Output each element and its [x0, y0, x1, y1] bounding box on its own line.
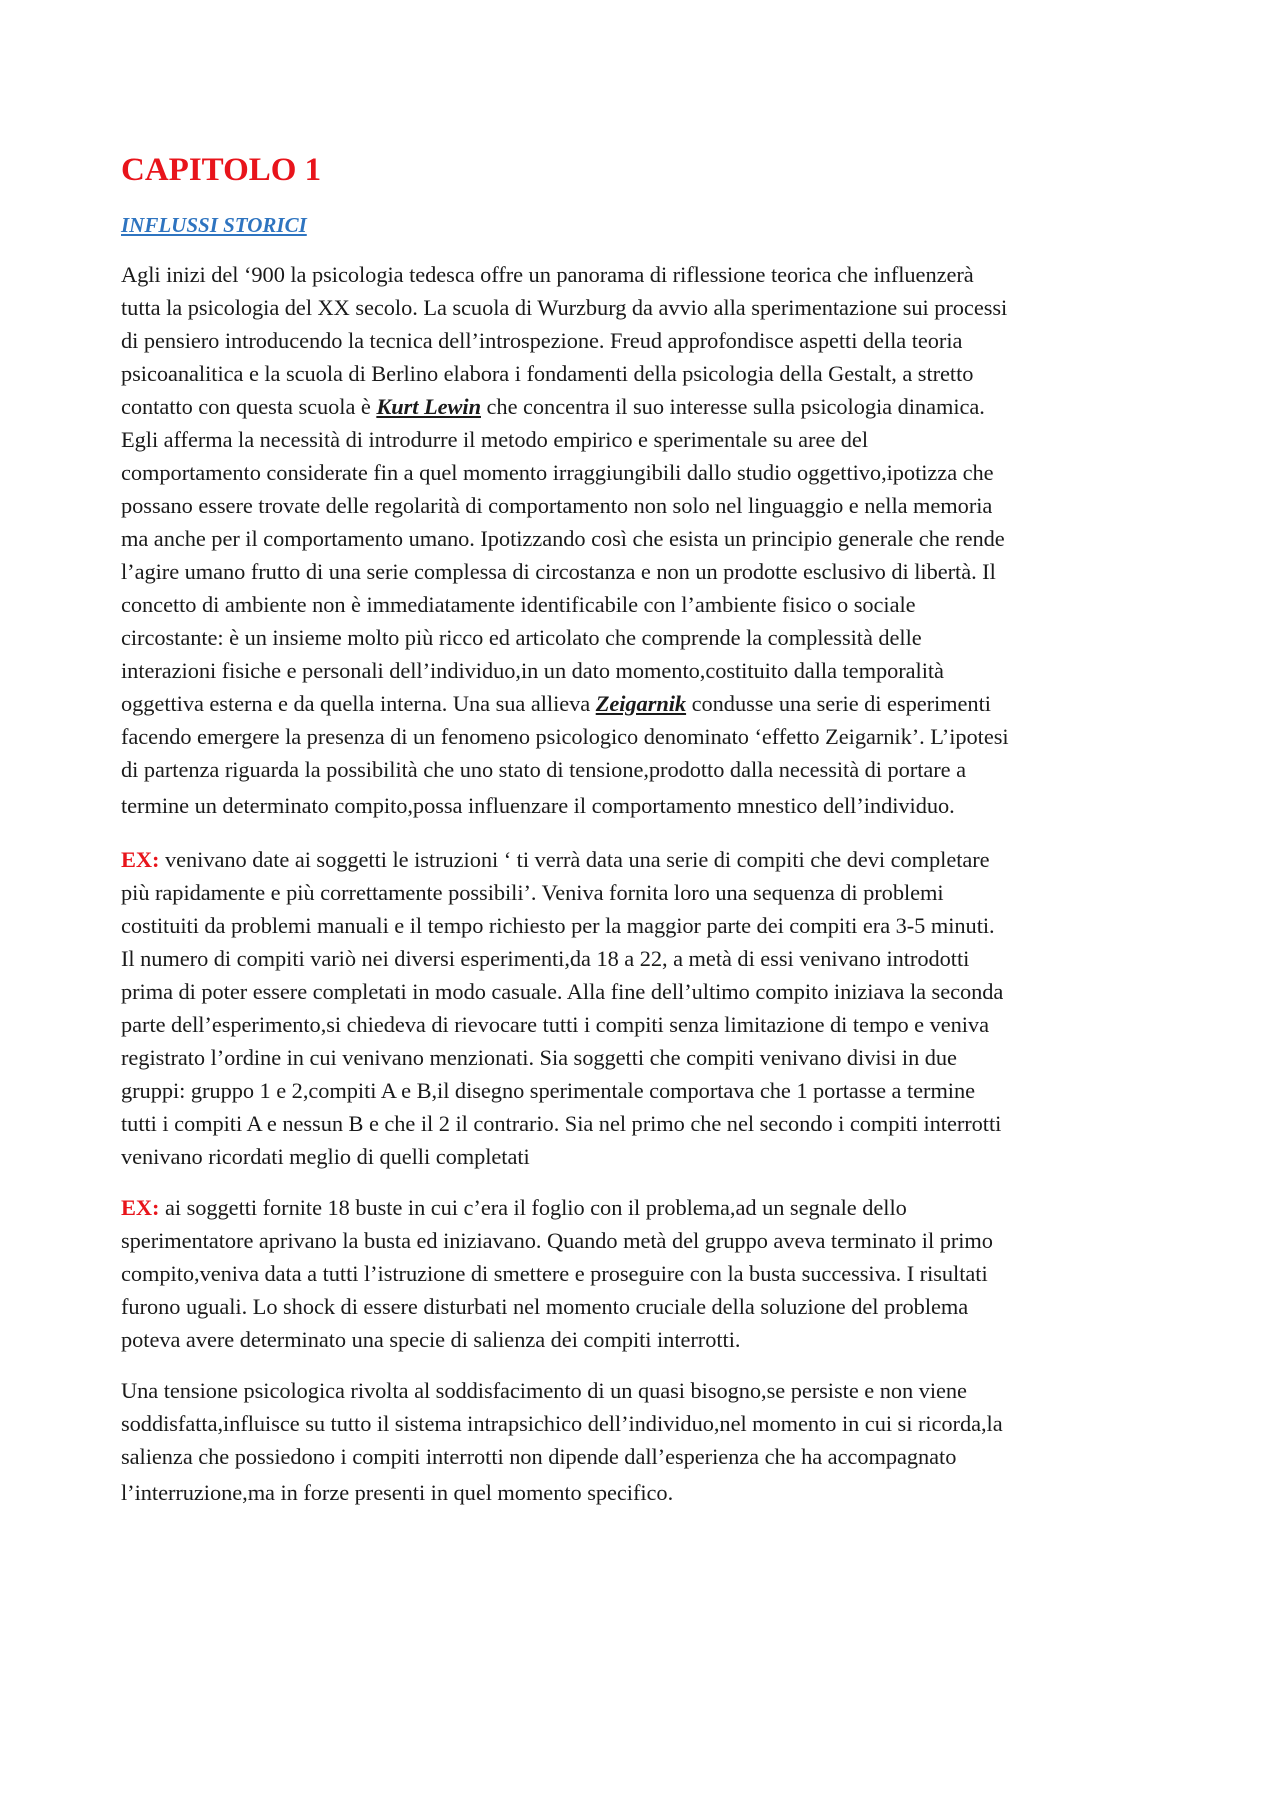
ex-label: EX: — [121, 847, 160, 872]
text-line: interazioni fisiche e personali dell’individuo,in un dato momento,costituito dalla temporalità — [121, 658, 944, 683]
paragraph-conclusion — [121, 1374, 1166, 1512]
text-line: compito,veniva data a tutti l’istruzione di smettere e proseguire con la busta successiva. I risultati — [121, 1261, 988, 1286]
text-line: circostante: è un insieme molto più ricco ed articolato che comprende la complessità delle — [121, 625, 922, 650]
text-line — [121, 390, 1166, 423]
text-line: ma anche per il comportamento umano. Ipotizzando così che esista un principio generale che rende — [121, 526, 1005, 551]
text-line: termine un determinato compito,possa influenzare il comportamento mnestico dell’individuo. — [121, 793, 955, 818]
text-line: Il numero di compiti variò nei diversi esperimenti,da 18 a 22, a metà di essi venivano introdotti — [121, 946, 970, 971]
text-line: possano essere trovate delle regolarità di comportamento non solo nel linguaggio e nella memoria — [121, 493, 993, 518]
text-line: più rapidamente e più correttamente possibili’. Veniva fornita loro una sequenza di problemi — [121, 880, 944, 905]
text-line: tutta la psicologia del XX secolo. La scuola di Wurzburg da avvio alla sperimentazione sui processi — [121, 295, 1008, 320]
name-zeigarnik: Zeigarnik — [595, 691, 687, 716]
text-line: tutti i compiti A e nessun B e che il 2 il contrario. Sia nel primo che nel secondo i compiti interrotti — [121, 1111, 1002, 1136]
text-line: Egli afferma la necessità di introdurre il metodo empirico e sperimentale su aree del — [121, 427, 868, 452]
paragraph-intro — [121, 258, 1166, 825]
text-line: registrato l’ordine in cui venivano menzionati. Sia soggetti che compiti venivano divisi in due — [121, 1045, 957, 1070]
text-line: comportamento considerate fin a quel momento irraggiungibili dallo studio oggettivo,ipotizza che — [121, 460, 994, 485]
text-run: contatto con questa scuola è — [121, 394, 377, 419]
text-line: parte dell’esperimento,si chiedeva di rievocare tutti i compiti senza limitazione di tempo e veniva — [121, 1012, 989, 1037]
document-page — [121, 150, 1166, 1530]
text-line: concetto di ambiente non è immediatamente identificabile con l’ambiente fisico o sociale — [121, 592, 916, 617]
text-line: salienza che possiedono i compiti interrotti non dipende dall’esperienza che ha accompagnato — [121, 1444, 957, 1469]
text-line: di partenza riguarda la possibilità che uno stato di tensione,prodotto dalla necessità di portare a — [121, 757, 966, 782]
text-line: furono uguali. Lo shock di essere disturbati nel momento cruciale della soluzione del problema — [121, 1294, 969, 1319]
text-line — [121, 687, 1166, 720]
text-run: che concentra il suo interesse sulla psicologia dinamica. — [481, 394, 985, 419]
text-line: costituiti da problemi manuali e il tempo richiesto per la maggior parte dei compiti era 3-5 minuti. — [121, 913, 995, 938]
text-run: venivano date ai soggetti le istruzioni ‘ ti verrà data una serie di compiti che devi completare — [159, 847, 990, 872]
ex-label: EX: — [121, 1195, 160, 1220]
text-line: l’interruzione,ma in forze presenti in quel momento specifico. — [121, 1480, 674, 1505]
text-line: Agli inizi del ‘900 la psicologia tedesca offre un panorama di riflessione teorica che influenzerà — [121, 262, 974, 287]
text-line: prima di poter essere completati in modo casuale. Alla fine dell’ultimo compito iniziava la seconda — [121, 979, 1004, 1004]
paragraph-example-1 — [121, 843, 1166, 1173]
text-line: l’agire umano frutto di una serie complessa di circostanza e non un prodotte esclusivo di libertà. Il — [121, 559, 996, 584]
text-line — [121, 1191, 1166, 1224]
text-line: facendo emergere la presenza di un fenomeno psicologico denominato ‘effetto Zeigarnik’. L’ipotesi — [121, 724, 1009, 749]
section-title: INFLUSSI STORICI — [121, 213, 307, 237]
text-line: psicoanalitica e la scuola di Berlino elabora i fondamenti della psicologia della Gestalt, a stretto — [121, 361, 974, 386]
text-run: condusse una serie di esperimenti — [686, 691, 991, 716]
paragraph-example-2 — [121, 1191, 1166, 1356]
text-line: gruppi: gruppo 1 e 2,compiti A e B,il disegno sperimentale comportava che 1 portasse a termine — [121, 1078, 976, 1103]
text-run: oggettiva esterna e da quella interna. Una sua allieva — [121, 691, 596, 716]
chapter-title: CAPITOLO 1 — [121, 152, 322, 188]
text-line: Una tensione psicologica rivolta al soddisfacimento di un quasi bisogno,se persiste e non viene — [121, 1378, 967, 1403]
text-run: ai soggetti fornite 18 buste in cui c’era il foglio con il problema,ad un segnale dello — [159, 1195, 907, 1220]
text-line: poteva avere determinato una specie di salienza dei compiti interrotti. — [121, 1327, 741, 1352]
name-kurt-lewin: Kurt Lewin — [376, 394, 481, 419]
text-line: sperimentatore aprivano la busta ed iniziavano. Quando metà del gruppo aveva terminato il primo — [121, 1228, 993, 1253]
text-line: di pensiero introducendo la tecnica dell’introspezione. Freud approfondisce aspetti della teoria — [121, 328, 963, 353]
text-line: soddisfatta,influisce su tutto il sistema intrapsichico dell’individuo,nel momento in cui si ricorda,la — [121, 1411, 1003, 1436]
text-line — [121, 843, 1166, 876]
text-line: venivano ricordati meglio di quelli completati — [121, 1144, 530, 1169]
